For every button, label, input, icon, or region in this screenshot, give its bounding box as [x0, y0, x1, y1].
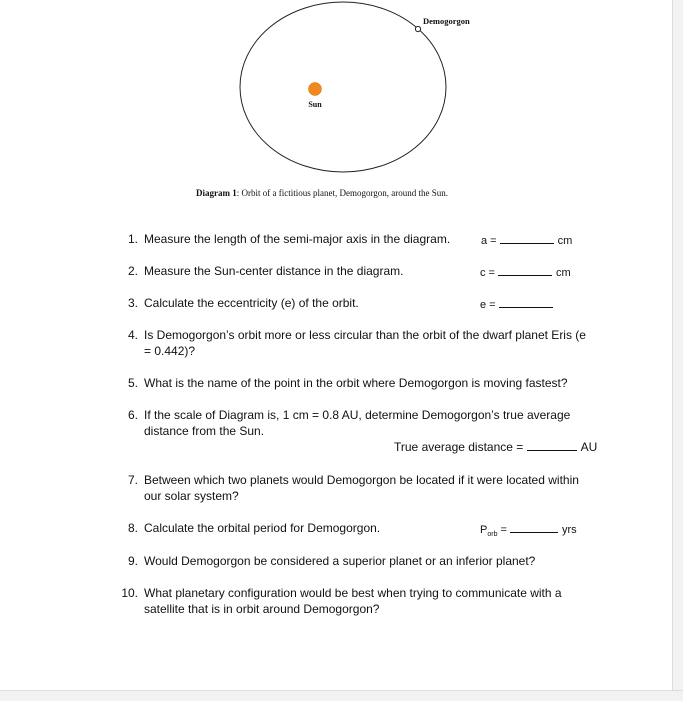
question-6	[120, 407, 660, 439]
planet-marker	[415, 26, 420, 31]
question-text-line-1: Is Demogorgon’s orbit more or less circular than the orbit of the dwarf planet Eris (e	[144, 328, 586, 342]
answer-porb-label: P	[480, 524, 488, 536]
question-text: Calculate the eccentricity (e) of the orbit.	[144, 296, 359, 310]
answer-porb-eq: =	[497, 524, 507, 536]
answer-average-distance-unit: AU	[580, 440, 598, 454]
question-number: 4.	[127, 328, 138, 342]
caption-bold: Diagram 1	[196, 188, 237, 198]
question-2	[120, 263, 660, 279]
answer-average-distance	[394, 440, 597, 454]
answer-c-unit: cm	[556, 267, 571, 279]
question-number: 9.	[127, 554, 138, 568]
planet-label: Demogorgon	[423, 16, 470, 26]
diagram-caption	[196, 188, 496, 198]
question-text: Measure the length of the semi-major axis in the diagram.	[144, 232, 451, 246]
answer-average-distance-blank[interactable]	[527, 440, 577, 451]
question-text: Would Demogorgon be considered a superior planet or an inferior planet?	[144, 554, 536, 568]
question-number: 10.	[121, 586, 138, 600]
sun-label: Sun	[308, 100, 322, 109]
question-9	[120, 553, 660, 569]
question-3	[120, 295, 660, 311]
answer-porb-unit: yrs	[562, 524, 577, 536]
answer-c	[480, 265, 571, 279]
answer-a-label: a =	[481, 235, 497, 247]
question-text-line-2: satellite that is in orbit around Demogorgon?	[144, 602, 380, 616]
answer-e-label: e =	[480, 299, 496, 311]
question-8	[120, 520, 660, 539]
question-10	[120, 585, 660, 617]
answer-porb-sub: orb	[487, 531, 498, 539]
sun-icon	[309, 83, 322, 96]
question-number: 6.	[127, 408, 138, 422]
question-number: 5.	[127, 376, 138, 390]
question-number: 3.	[127, 296, 138, 310]
answer-e-blank[interactable]	[499, 297, 553, 308]
question-5	[120, 375, 660, 391]
page-edge-bottom	[0, 690, 683, 701]
answer-c-label: c =	[480, 267, 495, 279]
question-text-line-2: = 0.442)?	[144, 344, 196, 358]
question-number: 7.	[127, 473, 138, 487]
answer-orbital-period	[480, 522, 577, 538]
question-number: 2.	[127, 264, 138, 278]
question-7	[120, 472, 660, 504]
question-text-line-1: Between which two planets would Demogorgon be located if it were located within	[144, 473, 579, 487]
orbit-ellipse	[240, 2, 446, 172]
orbit-diagram	[0, 0, 683, 200]
answer-a-blank[interactable]	[500, 233, 554, 244]
answer-a-unit: cm	[557, 235, 573, 247]
question-text: What is the name of the point in the orbit where Demogorgon is moving fastest?	[144, 376, 568, 390]
answer-c-blank[interactable]	[498, 265, 552, 276]
answer-porb-blank[interactable]	[510, 522, 558, 533]
question-text-line-1: If the scale of Diagram is, 1 cm = 0.8 AU, determine Demogorgon’s true average	[144, 408, 571, 422]
question-number: 8.	[127, 521, 138, 535]
question-text-line-2: distance from the Sun.	[144, 424, 265, 438]
question-text: Measure the Sun-center distance in the diagram.	[144, 264, 404, 278]
question-4	[120, 327, 660, 359]
answer-a	[481, 233, 572, 247]
answer-average-distance-label: True average distance =	[394, 440, 524, 454]
question-text-line-2: our solar system?	[144, 489, 239, 503]
question-text-line-1: What planetary configuration would be best when trying to communicate with a	[144, 586, 562, 600]
question-1	[120, 231, 660, 247]
caption-text: : Orbit of a fictitious planet, Demogorgon, around the Sun.	[236, 188, 449, 198]
question-text: Calculate the orbital period for Demogorgon.	[144, 521, 381, 535]
answer-e	[480, 297, 553, 311]
question-number: 1.	[127, 232, 138, 246]
